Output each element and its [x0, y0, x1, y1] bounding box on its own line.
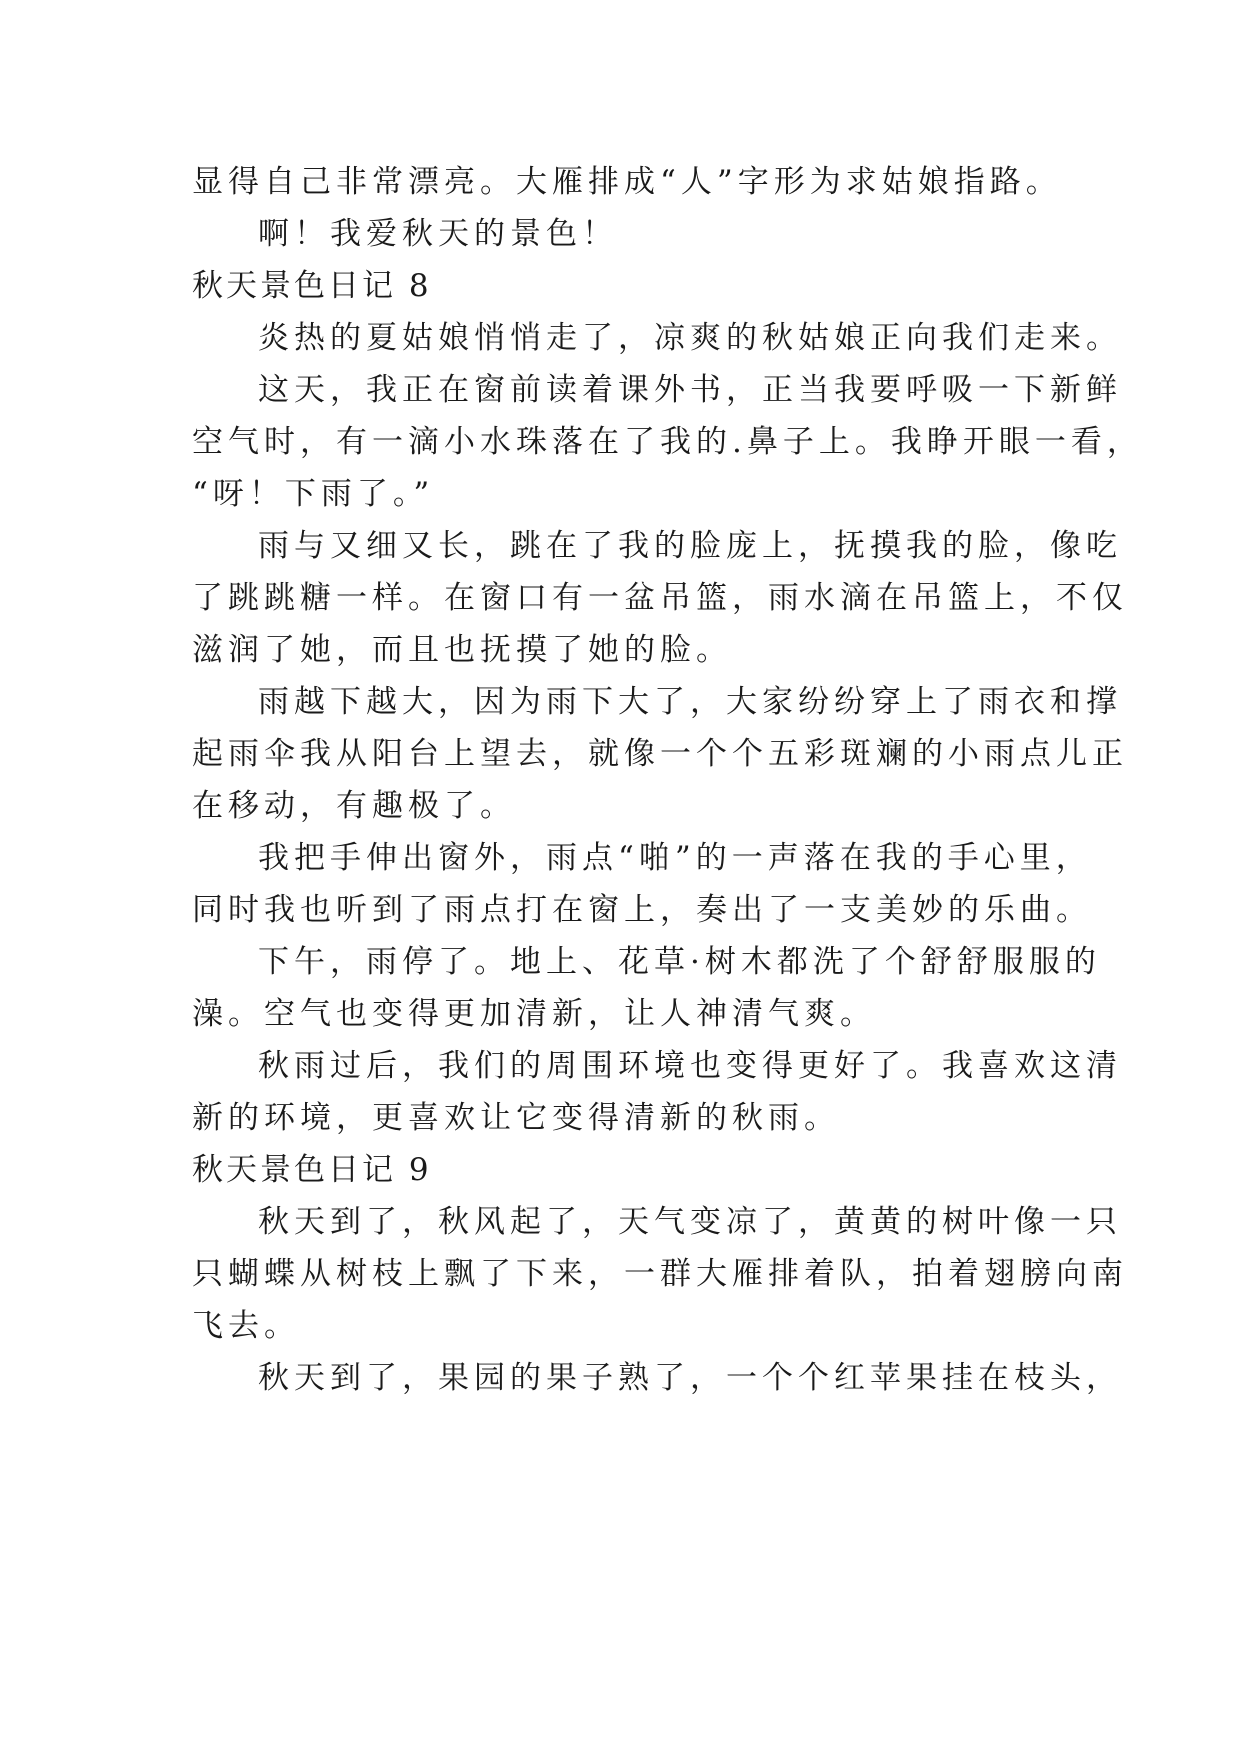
text-line: 秋天到了，秋风起了，天气变凉了，黄黄的树叶像一只 [258, 1204, 1122, 1240]
text-line: 只蝴蝶从树枝上飘了下来，一群大雁排着队，拍着翅膀向南 [192, 1256, 1128, 1292]
text-line: 了跳跳糖一样。在窗口有一盆吊篮，雨水滴在吊篮上，不仅 [192, 580, 1128, 616]
section-heading: 秋天景色日记 9 [192, 1152, 432, 1188]
text-line: 在移动，有趣极了。 [192, 788, 516, 824]
text-line: 啊！我爱秋天的景色！ [258, 216, 618, 252]
text-line: 显得自己非常漂亮。大雁排成“人”字形为求姑娘指路。 [192, 164, 1062, 200]
text-line: 下午，雨停了。地上、花草·树木都洗了个舒舒服服的 [258, 944, 1101, 980]
text-line: 秋雨过后，我们的周围环境也变得更好了。我喜欢这清 [258, 1048, 1122, 1084]
text-line: 新的环境，更喜欢让它变得清新的秋雨。 [192, 1100, 840, 1136]
text-line: 雨越下越大，因为雨下大了，大家纷纷穿上了雨衣和撑 [258, 684, 1122, 720]
text-line: 滋润了她，而且也抚摸了她的脸。 [192, 632, 732, 668]
text-line: 雨与又细又长，跳在了我的脸庞上，抚摸我的脸，像吃 [258, 528, 1122, 564]
text-line: 澡。空气也变得更加清新，让人神清气爽。 [192, 996, 876, 1032]
text-line: 空气时，有一滴小水珠落在了我的.鼻子上。我睁开眼一看， [192, 424, 1143, 460]
section-heading: 秋天景色日记 8 [192, 268, 432, 304]
text-line: 同时我也听到了雨点打在窗上，奏出了一支美妙的乐曲。 [192, 892, 1092, 928]
text-line: 飞去。 [192, 1308, 300, 1344]
text-line: 炎热的夏姑娘悄悄走了，凉爽的秋姑娘正向我们走来。 [258, 320, 1122, 356]
text-line: 起雨伞我从阳台上望去，就像一个个五彩斑斓的小雨点儿正 [192, 736, 1128, 772]
document-body [192, 156, 1143, 1404]
text-line: “呀！下雨了。” [192, 476, 435, 512]
text-line: 秋天到了，果园的果子熟了，一个个红苹果挂在枝头， [258, 1360, 1122, 1396]
text-line: 我把手伸出窗外，雨点“啪”的一声落在我的手心里， [258, 840, 1092, 876]
text-line: 这天，我正在窗前读着课外书，正当我要呼吸一下新鲜 [258, 372, 1122, 408]
